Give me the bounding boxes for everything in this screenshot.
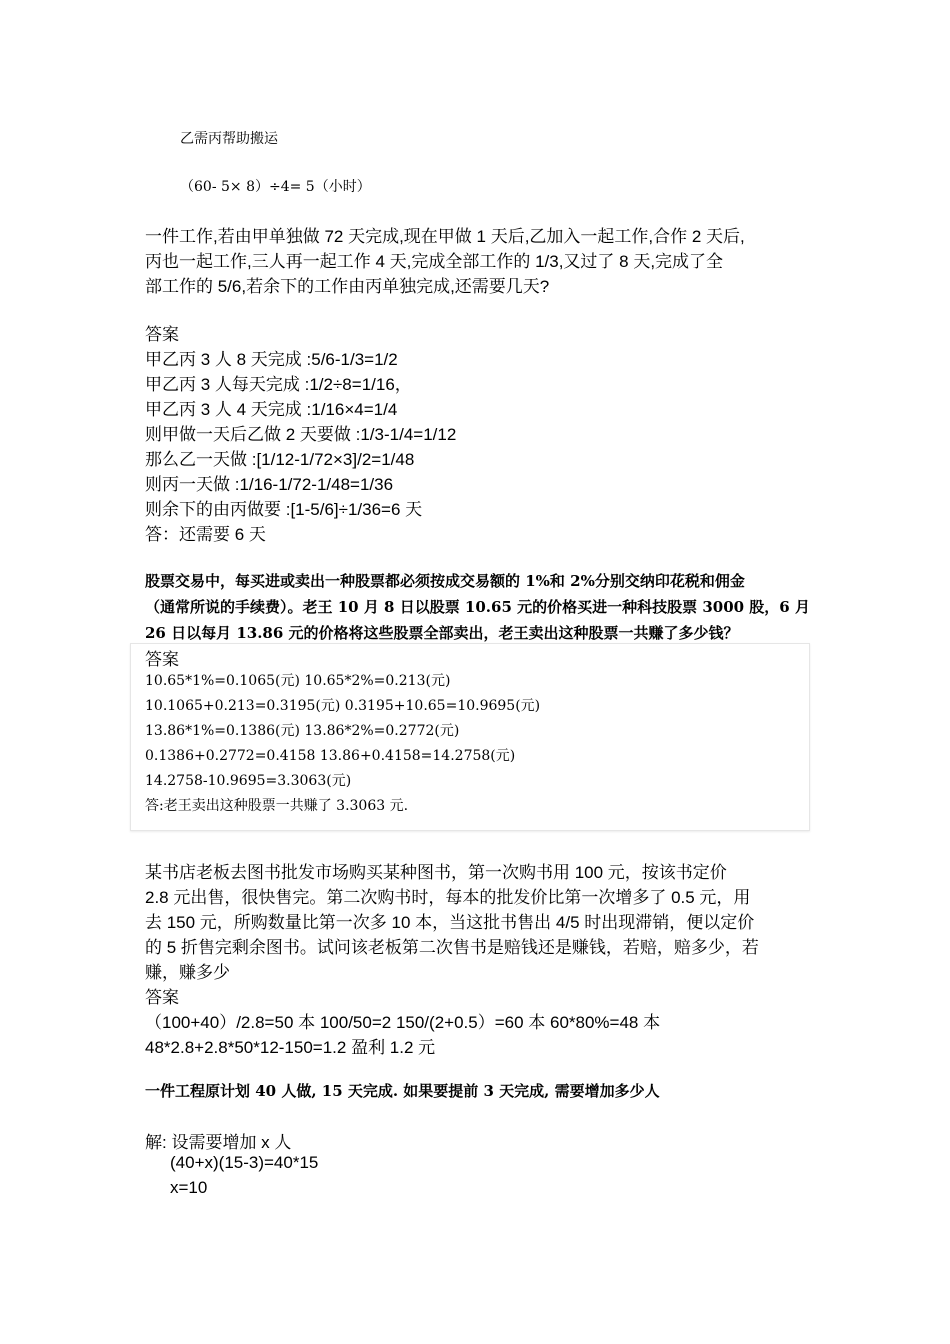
problem1-question-line: 部工作的 5/6,若余下的工作由丙单独完成,还需要几天? xyxy=(145,277,550,296)
problem1-step: 甲乙丙 3 人 8 天完成 :5/6-1/3=1/2 xyxy=(145,350,398,369)
problem4-solution-lead: 解: 设需要增加 x 人 xyxy=(145,1133,292,1152)
problem2-question-line: 股票交易中，每买进或卖出一种股票都必须按成交易额的 1%和 2%分别交纳印花税和佣金 xyxy=(145,572,745,590)
problem3-question-line: 2.8 元出售，很快售完。第二次购书时，每本的批发价比第一次增多了 0.5 元，用 xyxy=(145,888,751,907)
problem1-answer-label: 答案 xyxy=(145,325,179,344)
problem4-step: (40+x)(15-3)=40*15 xyxy=(170,1153,319,1172)
problem2-question-line: （通常所说的手续费）。老王 10 月 8 日以股票 10.65 元的价格买进一种科技股票 3000 股，6 月 xyxy=(145,598,810,616)
section1-line1: 乙需丙帮助搬运 xyxy=(180,131,278,147)
problem3-question-line: 的 5 折售完剩余图书。试问该老板第二次售书是赔钱还是赚钱，若赔，赔多少，若 xyxy=(145,938,759,957)
problem2-final-answer: 答:老王卖出这种股票一共赚了 3.3063 元. xyxy=(145,798,409,814)
problem1-step: 则甲做一天后乙做 2 天要做 :1/3-1/4=1/12 xyxy=(145,425,457,444)
problem1-step: 那么乙一天做 :[1/12-1/72×3]/2=1/48 xyxy=(145,450,415,469)
problem3-question-line: 赚，赚多少 xyxy=(145,963,230,982)
problem1-step: 则丙一天做 :1/16-1/72-1/48=1/36 xyxy=(145,475,394,494)
problem4-step: x=10 xyxy=(170,1178,208,1197)
problem2-step: 13.86*1%=0.1386(元) 13.86*2%=0.2772(元) xyxy=(145,723,460,739)
problem1-step: 甲乙丙 3 人 4 天完成 :1/16×4=1/4 xyxy=(145,400,398,419)
problem2-step: 10.65*1%=0.1065(元) 10.65*2%=0.213(元) xyxy=(145,673,451,689)
problem2-question-line: 26 日以每月 13.86 元的价格将这些股票全部卖出，老王卖出这种股票一共赚了多少钱？ xyxy=(145,624,739,642)
problem3-step: 48*2.8+2.8*50*12-150=1.2 盈利 1.2 元 xyxy=(145,1038,436,1057)
problem1-question-line: 丙也一起工作,三人再一起工作 4 天,完成全部工作的 1/3,又过了 8 天,完成了全 xyxy=(145,252,724,271)
problem4-question: 一件工程原计划 40 人做, 15 天完成. 如果要提前 3 天完成, 需要增加多少人 xyxy=(145,1082,660,1100)
problem1-final-answer: 答：还需要 6 天 xyxy=(145,525,266,544)
section1-line2: （60- 5× 8）÷4= 5（小时） xyxy=(180,179,371,195)
problem1-question-line: 一件工作,若由甲单独做 72 天完成,现在甲做 1 天后,乙加入一起工作,合作 2 天后, xyxy=(145,227,745,246)
problem3-question-line: 某书店老板去图书批发市场购买某种图书，第一次购书用 100 元，按该书定价 xyxy=(145,863,727,882)
problem3-answer-label: 答案 xyxy=(145,988,179,1007)
problem2-step: 0.1386+0.2772=0.4158 13.86+0.4158=14.2758(元) xyxy=(145,748,516,764)
problem3-question-line: 去 150 元，所购数量比第一次多 10 本，当这批书售出 4/5 时出现滞销，便以定价 xyxy=(145,913,755,932)
problem2-step: 10.1065+0.213=0.3195(元) 0.3195+10.65=10.9695(元) xyxy=(145,698,541,714)
problem2-step: 14.2758-10.9695=3.3063(元) xyxy=(145,773,352,789)
problem3-step: （100+40）/2.8=50 本 100/50=2 150/(2+0.5）=60 本 60*80%=48 本 xyxy=(145,1013,661,1032)
problem2-answer-label: 答案 xyxy=(145,650,179,670)
problem1-step: 甲乙丙 3 人每天完成 :1/2÷8=1/16， xyxy=(145,375,412,394)
problem1-step: 则余下的由丙做要 :[1-5/6]÷1/36=6 天 xyxy=(145,500,423,519)
